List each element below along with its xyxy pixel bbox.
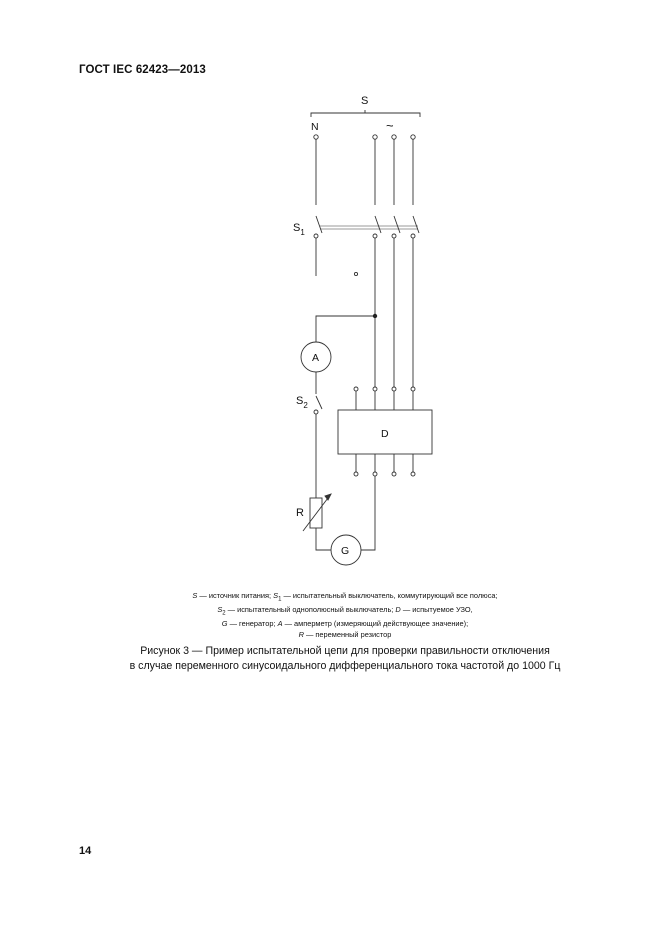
s1-contact-l3 [411, 234, 415, 238]
resistor-label: R [296, 507, 304, 519]
resistor-arrowhead [325, 494, 331, 500]
d-output-l3 [411, 472, 415, 476]
s1-mechanical-link [320, 226, 418, 229]
neutral-open-terminal [354, 272, 357, 275]
legend-line-1 [60, 591, 630, 605]
d-input-l1 [373, 387, 377, 391]
s2-blade [316, 396, 322, 409]
legend-text: — испытательный однополюсный выключатель; [225, 605, 396, 615]
s2-contact [314, 410, 318, 414]
d-output-n [354, 472, 358, 476]
legend-symbol: S [217, 605, 223, 615]
d-output-l2 [392, 472, 396, 476]
source-label: S [361, 95, 369, 107]
terminal-l2 [392, 135, 396, 139]
neutral-label: N [311, 121, 319, 133]
device-label: D [381, 428, 389, 440]
ammeter-label: A [312, 352, 320, 364]
d-output-wires [356, 454, 413, 472]
ac-symbol: ~ [386, 118, 394, 133]
s1-contact-n [314, 234, 318, 238]
generator-return-wire [361, 476, 375, 550]
wires-to-s1 [316, 139, 413, 205]
legend-text: — переменный резистор [303, 629, 392, 639]
legend-text: — испытательный выключатель, коммутирующий все полюса; [281, 591, 498, 600]
terminal-l3 [411, 135, 415, 139]
resistor-to-generator [316, 528, 331, 550]
source-brace [311, 110, 420, 117]
legend-text: — источник питания; [197, 591, 274, 600]
terminal-n [314, 135, 318, 139]
legend-symbol: A [277, 619, 283, 629]
tap-junction [373, 314, 377, 318]
page-number: 14 [79, 845, 92, 857]
d-input-l3 [411, 387, 415, 391]
caption-line-1: Рисунок 3 — Пример испытательной цепи для проверки правильности отключения [140, 645, 550, 657]
d-input-n [354, 387, 358, 391]
legend-symbol: G [221, 619, 228, 629]
s1-contact-l1 [373, 234, 377, 238]
s2-label: $S_2$ [296, 395, 308, 410]
phase-wires [375, 238, 413, 388]
figure-legend [60, 591, 630, 640]
legend-symbol: S [273, 591, 279, 600]
legend-text: — испытуемое УЗО, [400, 605, 473, 615]
legend-line-3 [60, 619, 630, 630]
caption-line-2: в случае переменного синусоидального дифференциального тока частотой до 1000 Гц [129, 660, 561, 672]
legend-subscript: 2 [222, 610, 226, 617]
d-input-wires [356, 391, 413, 410]
legend-line-4 [60, 630, 630, 641]
s1-contact-l2 [392, 234, 396, 238]
resistor [310, 498, 322, 528]
d-input-l2 [392, 387, 396, 391]
legend-text: — амперметр (измеряющий действующее значение); [282, 619, 469, 629]
generator-label: G [341, 545, 350, 557]
legend-symbol: S [192, 591, 198, 600]
legend-symbol: R [298, 629, 304, 639]
terminal-l1 [373, 135, 377, 139]
document-header: ГОСТ IEC 62423—2013 [79, 64, 206, 76]
s1-blades [316, 216, 419, 233]
legend-symbol: D [395, 605, 401, 615]
legend-line-2 [60, 605, 630, 619]
s1-label: $S_1$ [293, 222, 305, 237]
legend-subscript: 1 [278, 596, 282, 603]
resistor-adjust-arrow [303, 494, 331, 531]
tap-wire [316, 316, 375, 342]
legend-text: — генератор; [227, 619, 278, 629]
d-output-l1 [373, 472, 377, 476]
figure-caption [40, 644, 650, 674]
